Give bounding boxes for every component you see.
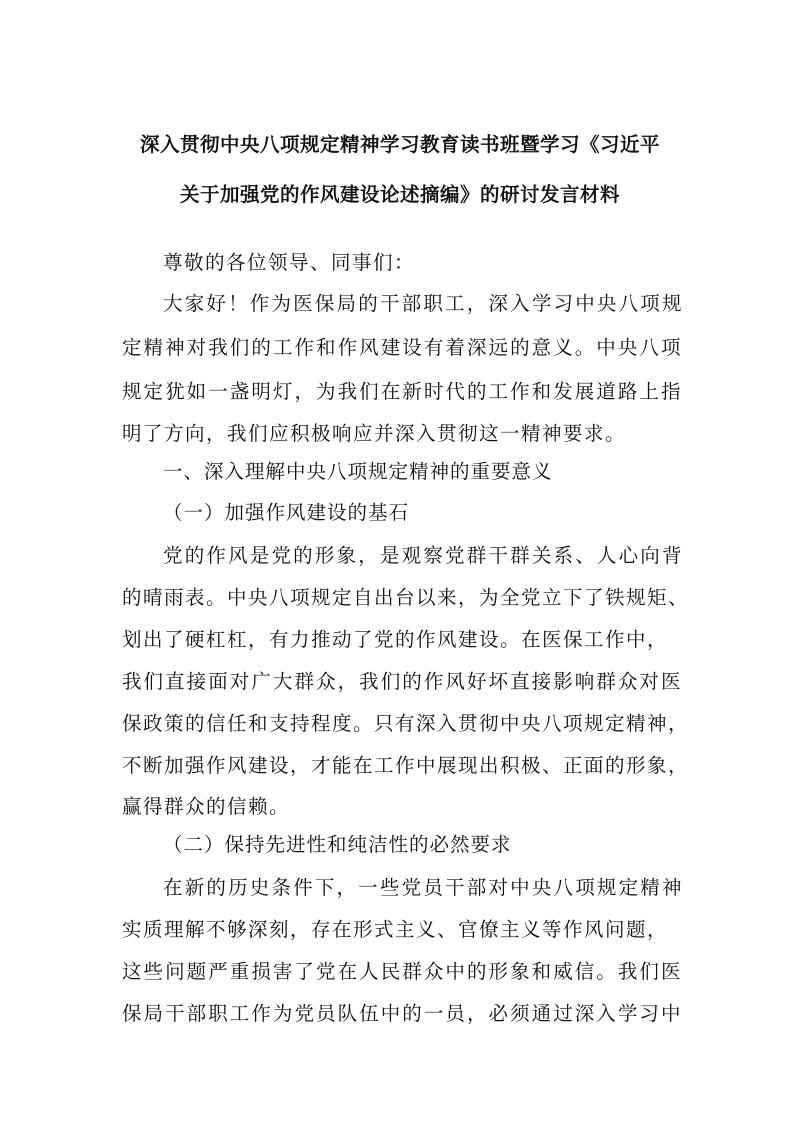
paragraph-2-line-5: 保政策的信任和支持程度。只有深入贯彻中央八项规定精神，: [122, 712, 690, 735]
document-title-line-1: 深入贯彻中央八项规定精神学习教育读书班暨学习《习近平: [139, 133, 660, 156]
paragraph-3-line-3: 这些问题严重损害了党在人民群众中的形象和威信。我们医: [122, 960, 682, 983]
subsection-2-heading: （二）保持先进性和纯洁性的必然要求: [163, 833, 512, 856]
paragraph-2-line-4: 我们直接面对广大群众，我们的作风好坏直接影响群众对医: [122, 670, 682, 693]
paragraph-1-line-1: 大家好！作为医保局的干部职工，深入学习中央八项规: [163, 292, 683, 315]
paragraph-1-line-3: 规定犹如一盏明灯，为我们在新时代的工作和发展道路上指: [122, 380, 682, 403]
paragraph-2-line-2: 的晴雨表。中央八项规定自出台以来，为全党立下了铁规矩、: [122, 586, 690, 609]
paragraph-1-line-4: 明了方向，我们应积极响应并深入贯彻这一精神要求。: [122, 422, 627, 445]
paragraph-2-line-7: 赢得群众的信赖。: [122, 795, 291, 818]
document-title-line-2: 关于加强党的作风建设论述摘编》的研讨发言材料: [179, 183, 620, 206]
paragraph-3-line-2: 实质理解不够深刻，存在形式主义、官僚主义等作风问题，: [122, 918, 669, 941]
subsection-1-heading: （一）加强作风建设的基石: [163, 501, 410, 524]
salutation: 尊敬的各位领导、同事们：: [163, 251, 416, 274]
paragraph-1-line-2: 定精神对我们的工作和作风建设有着深远的意义。中央八项: [122, 336, 682, 359]
paragraph-3-line-4: 保局干部职工作为党员队伍中的一员，必须通过深入学习中: [122, 1002, 682, 1025]
paragraph-2-line-6: 不断加强作风建设，才能在工作中展现出积极、正面的形象，: [122, 754, 690, 777]
paragraph-2-line-3: 划出了硬杠杠，有力推动了党的作风建设。在医保工作中，: [122, 628, 669, 651]
section-1-heading: 一、深入理解中央八项规定精神的重要意义: [163, 460, 553, 483]
paragraph-3-line-1: 在新的历史条件下，一些党员干部对中央八项规定精神: [163, 876, 683, 899]
paragraph-2-line-1: 党的作风是党的形象，是观察党群干群关系、人心向背: [163, 544, 683, 567]
